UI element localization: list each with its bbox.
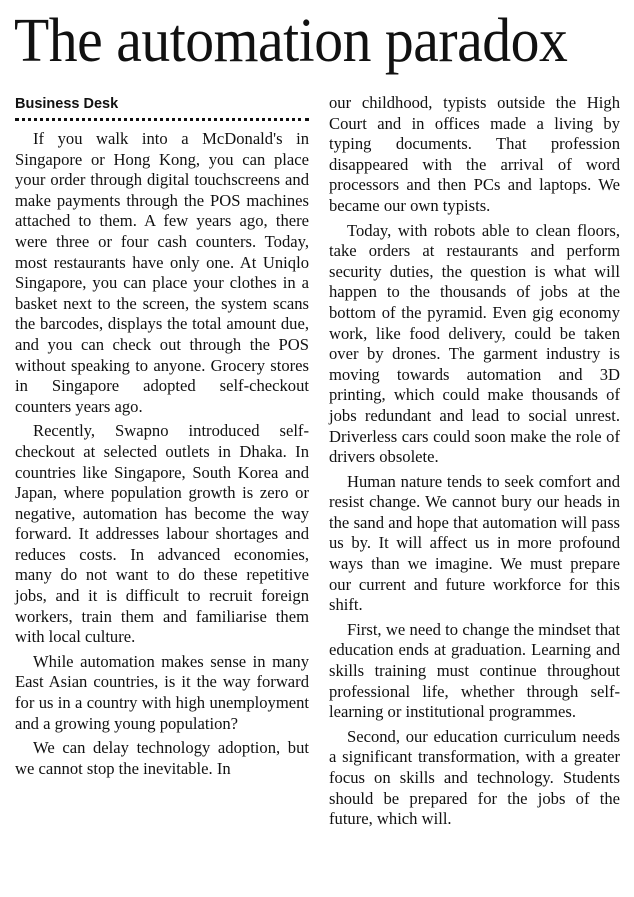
paragraph: Recently, Swapno introduced self-checkout at selected outlets in Dhaka. In countries like Singapore, South Korea and Japan, where population growth is zero or negative, automation has become the way forward. It addresses labour shortages and reduces costs. In advanced economies, many do not want to do these repetitive jobs, and it is difficult to recruit foreign workers, train them and familiarise them with local culture. [15,421,309,647]
paragraph: If you walk into a McDonald's in Singapore or Hong Kong, you can place your order through digital touchscreens and make payments through the POS machines attached to them. A few years ago, there were three or four cash counters. Today, most restaurants have only one. At Uniqlo Singapore, you can place your clothes in a basket next to the screen, the system scans the barcodes, displays the total amount due, and you can check out through the POS without speaking to anyone. Grocery stores in Singapore adopted self-checkout counters years ago. [15,129,309,416]
article-column-left [15,93,309,783]
dotted-divider [15,118,309,121]
paragraph: Human nature tends to seek comfort and resist change. We cannot bury our heads in the sand and hope that automation will pass us by. It will affect us in more profound ways than we imagine. We must prepare our current and future workforce for this shift. [329,471,620,615]
paragraph: Second, our education curriculum needs a significant transformation, with a greater focus on skills and technology. Students should be prepared for the jobs of the future, which will. [329,726,620,829]
paragraph: We can delay technology adoption, but we cannot stop the inevitable. In [15,738,309,778]
paragraph-continued: our childhood, typists outside the High Court and in offices made a living by typing documents. That profession disappeared with the arrival of word processors and then PCs and laptops. We became our own typists. [329,93,620,215]
article-headline: The automation paradox [14,7,568,75]
byline: Business Desk [15,96,119,112]
paragraph: First, we need to change the mindset that education ends at graduation. Learning and skills training must continue throughout professional life, whether through self-learning or institutional programmes. [329,619,620,722]
paragraph: While automation makes sense in many East Asian countries, is it the way forward for us in a country with high unemployment and a growing young population? [15,651,309,733]
paragraph: Today, with robots able to clean floors, take orders at restaurants and perform security duties, the question is what will happen to the thousands of jobs at the bottom of the pyramid. Even gig economy work, like food delivery, could be taken over by drones. The garment industry is moving towards automation and 3D printing, which could make thousands of jobs redundant and lead to social unrest. Driverless cars could soon make the role of drivers obsolete. [329,220,620,467]
article-column-right [329,93,620,834]
